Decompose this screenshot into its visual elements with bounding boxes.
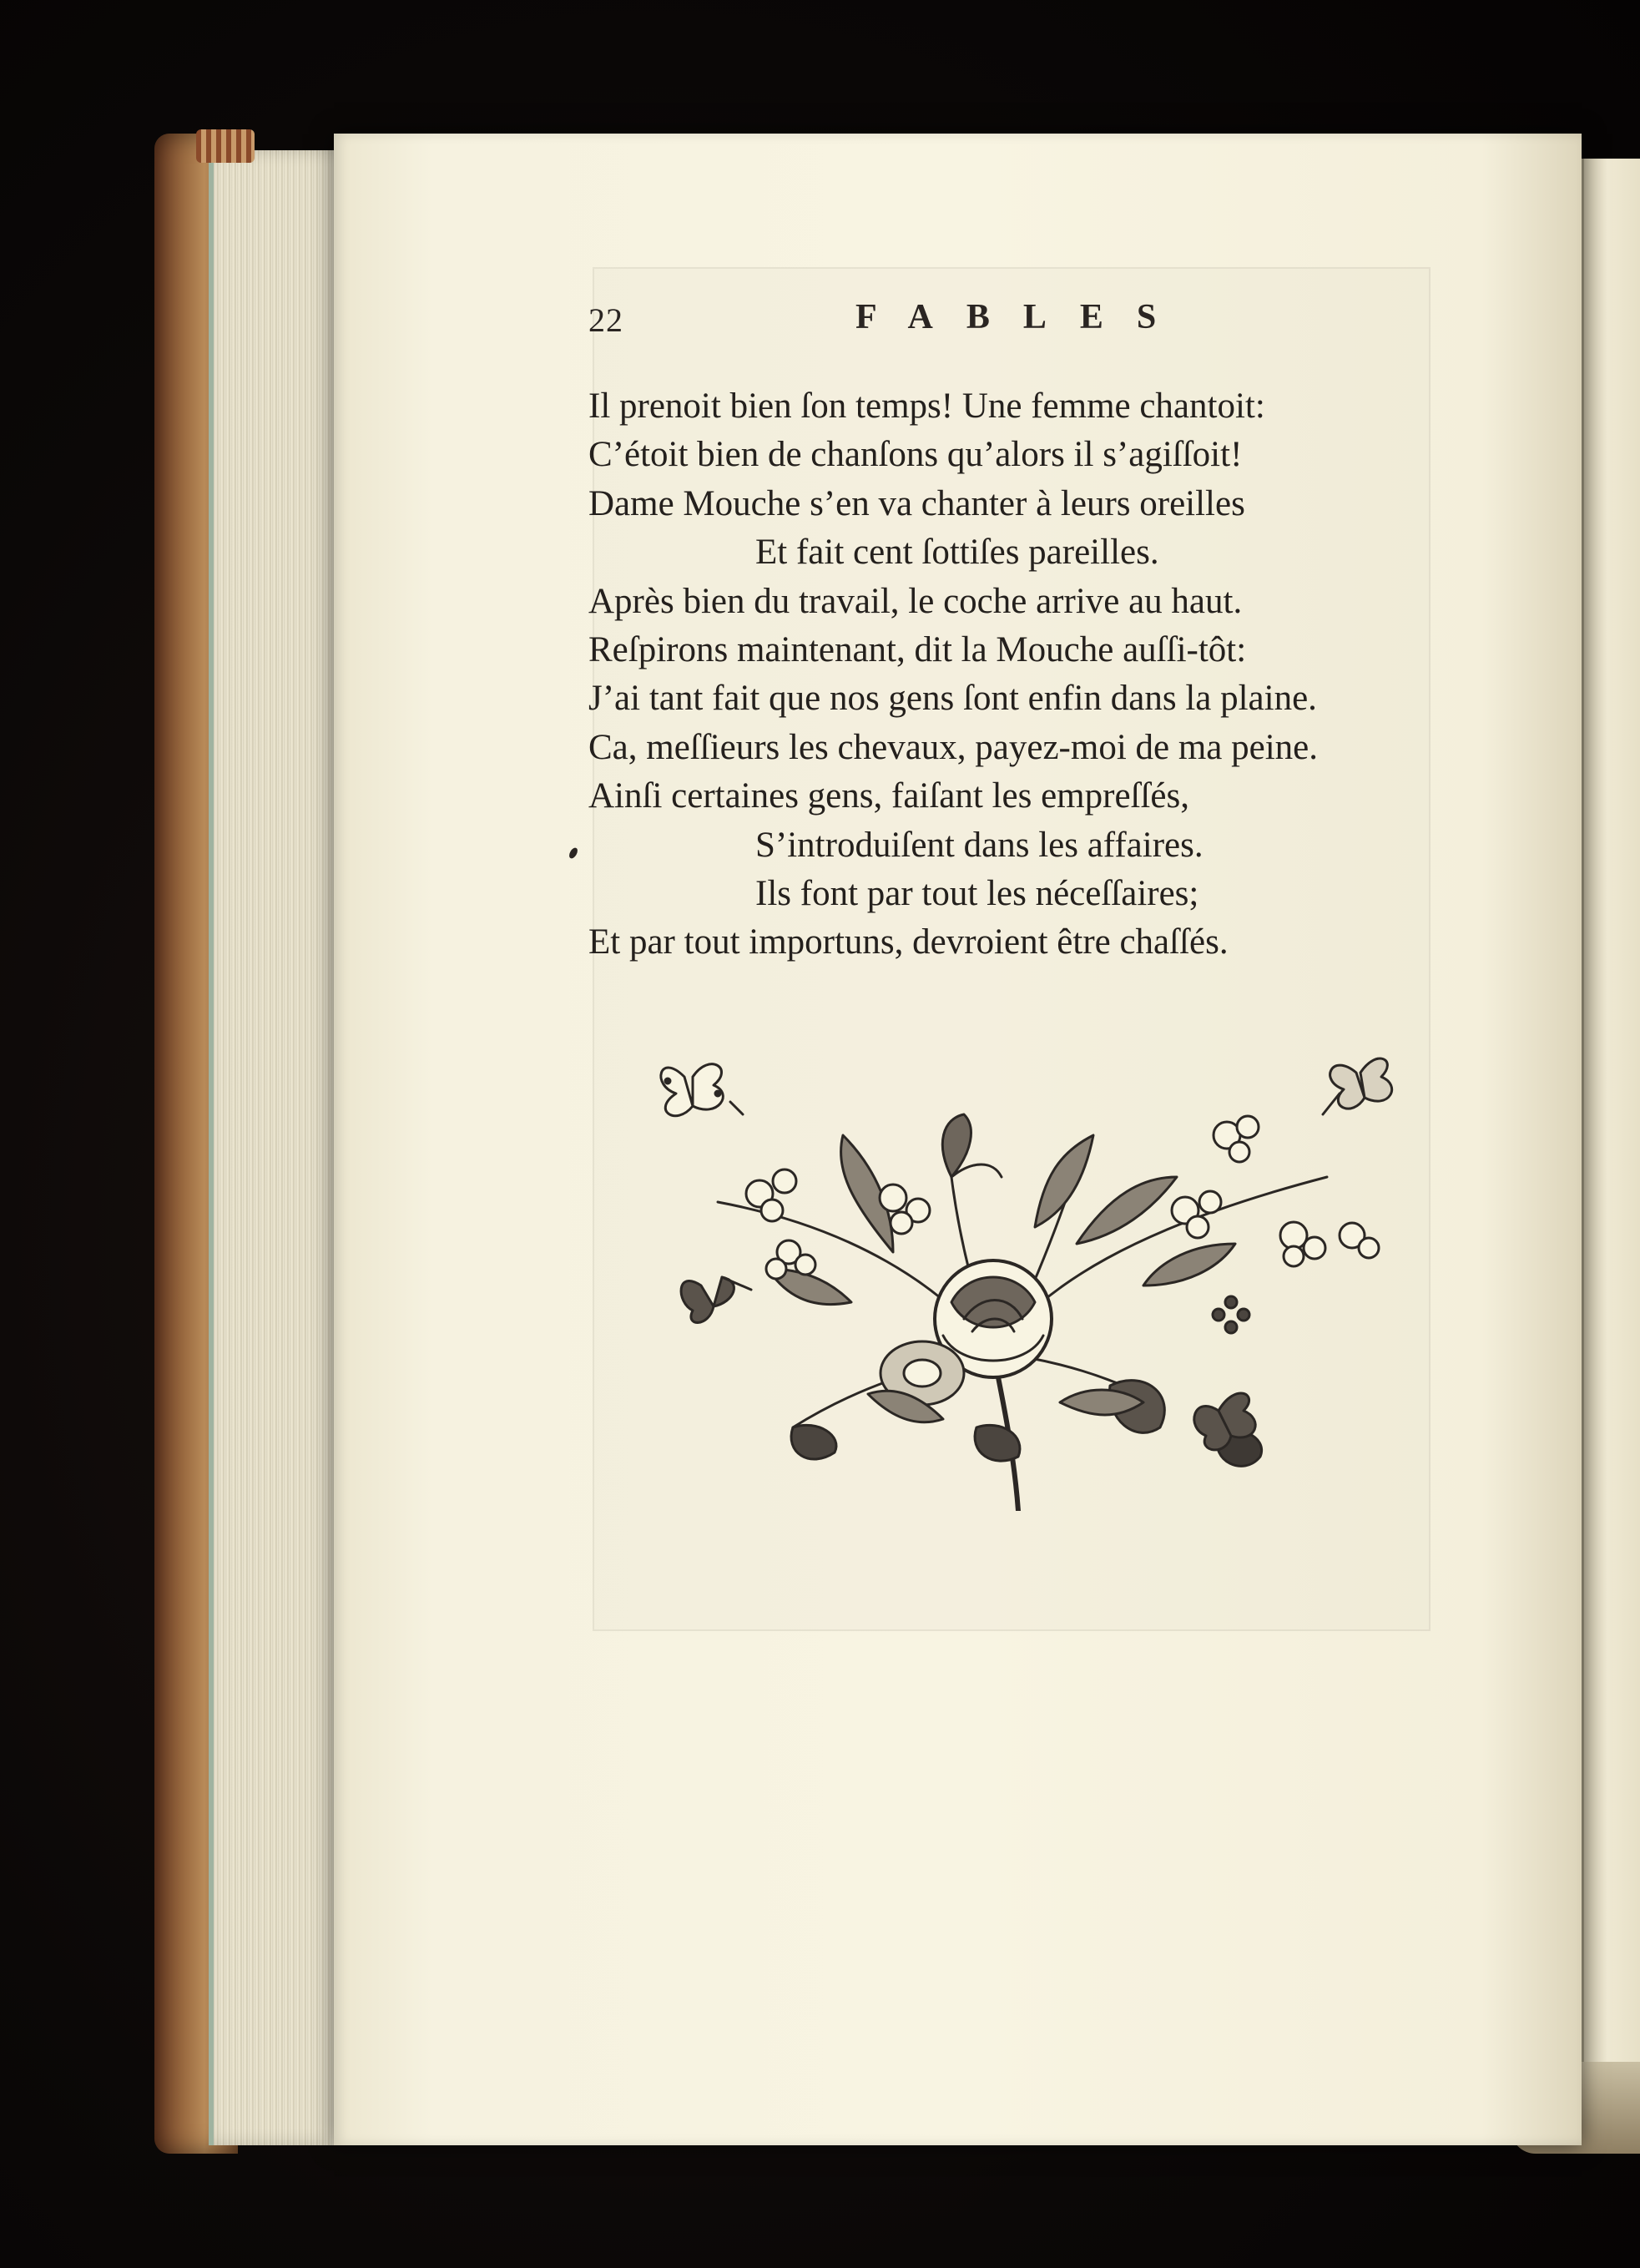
verse-line: Reſpirons maintenant, dit la Mouche auſſi-tôt: xyxy=(588,629,1247,669)
verse-line: Et par tout importuns, devroient être chaſſés. xyxy=(588,922,1229,962)
butterfly-left xyxy=(661,1064,723,1116)
facing-page-edge xyxy=(1582,159,1640,2104)
verse-line: Ainſi certaines gens, faiſant les empreſſés, xyxy=(588,776,1189,816)
butterfly-right xyxy=(1330,1058,1392,1109)
verse-line: C’étoit bien de chanſons qu’alors il s’agiſſoit! xyxy=(588,435,1243,475)
verse-text xyxy=(588,382,1465,967)
page-number: 22 xyxy=(588,301,623,339)
butterfly-lower-left xyxy=(681,1277,751,1322)
verse-line: J’ai tant fait que nos gens ſont enfin dans la plaine. xyxy=(588,679,1317,719)
verse-line: Ils font par tout les néceſſaires; xyxy=(755,873,1199,913)
book-headband xyxy=(196,129,255,163)
running-title: FABLES xyxy=(855,298,1190,336)
running-head xyxy=(588,298,1465,351)
verse-line: Et fait cent ſottiſes pareilles. xyxy=(755,533,1159,573)
verse-line: Après bien du travail, le coche arrive au haut. xyxy=(588,581,1243,621)
verse-line: Ca, meſſieurs les chevaux, payez-moi de ma peine. xyxy=(588,727,1319,767)
verse-line: S’introduiſent dans les affaires. xyxy=(755,825,1204,865)
floral-bouquet-woodcut-icon xyxy=(643,1035,1410,1511)
verse-line: Il prenoit bien ſon temps! Une femme chantoit: xyxy=(588,386,1265,426)
verse-line: Dame Mouche s’en va chanter à leurs oreilles xyxy=(588,483,1245,523)
